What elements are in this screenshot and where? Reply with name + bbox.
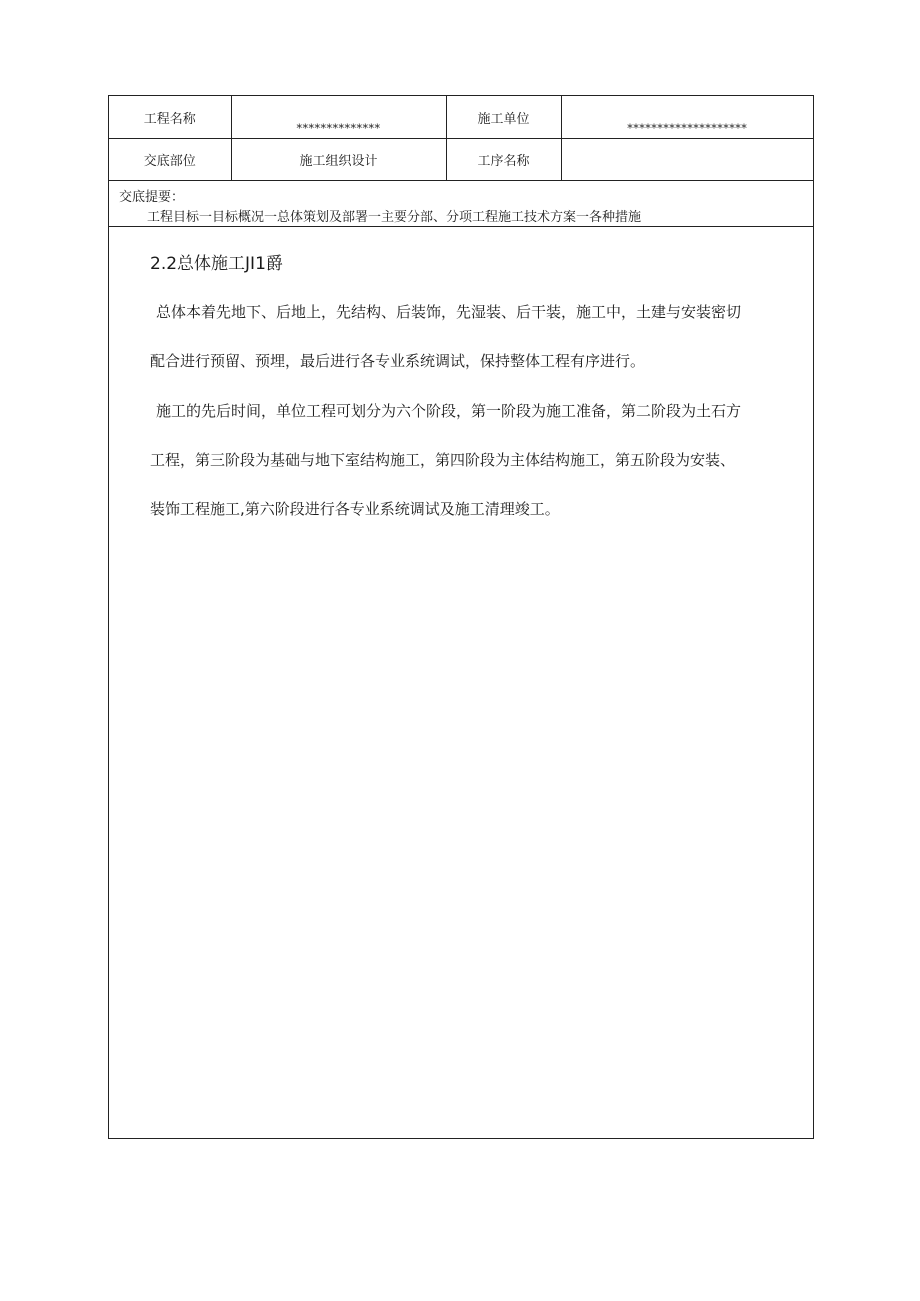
header-table — [109, 96, 813, 181]
part-value: 施工组织设计 — [231, 139, 446, 181]
paragraph-2 — [150, 387, 815, 534]
part-label: 交底部位 — [109, 139, 231, 181]
section-heading: 2.2总体施工JI1爵 — [150, 254, 283, 274]
paragraph-2-line-1: 施工的先后时间，单位工程可划分为六个阶段，第一阶段为施工准备，第二阶段为土石方 — [156, 402, 742, 420]
brief-text: 工程目标一目标概况一总体策划及部署一主要分部、分项工程施工技术方案一各种措施 — [147, 210, 642, 225]
paragraph-1-line-1: 总体本着先地下、后地上，先结构、后装饰，先湿装、后干装，施工中，土建与安装密切 — [156, 303, 742, 321]
brief-label: 交底提要： — [119, 190, 185, 205]
contractor-label: 施工单位 — [446, 96, 561, 139]
contractor-value: ******************** — [561, 96, 813, 139]
paragraph-2-line-3: 装饰工程施工,第六阶段进行各专业系统调试及施工清理竣工。 — [150, 500, 560, 518]
project-name-value: ************** — [231, 96, 446, 139]
process-value — [561, 139, 813, 181]
process-label: 工序名称 — [446, 139, 561, 181]
header-row-2 — [109, 139, 813, 181]
header-row-1 — [109, 96, 813, 139]
paragraph-2-line-2: 工程，第三阶段为基础与地下室结构施工，第四阶段为主体结构施工，第五阶段为安装、 — [150, 451, 736, 469]
brief-section — [109, 178, 813, 227]
paragraph-1 — [150, 288, 815, 386]
project-name-label: 工程名称 — [109, 96, 231, 139]
paragraph-1-line-2: 配合进行预留、预埋，最后进行各专业系统调试，保持整体工程有序进行。 — [150, 352, 646, 370]
disclosure-form — [108, 95, 814, 1139]
